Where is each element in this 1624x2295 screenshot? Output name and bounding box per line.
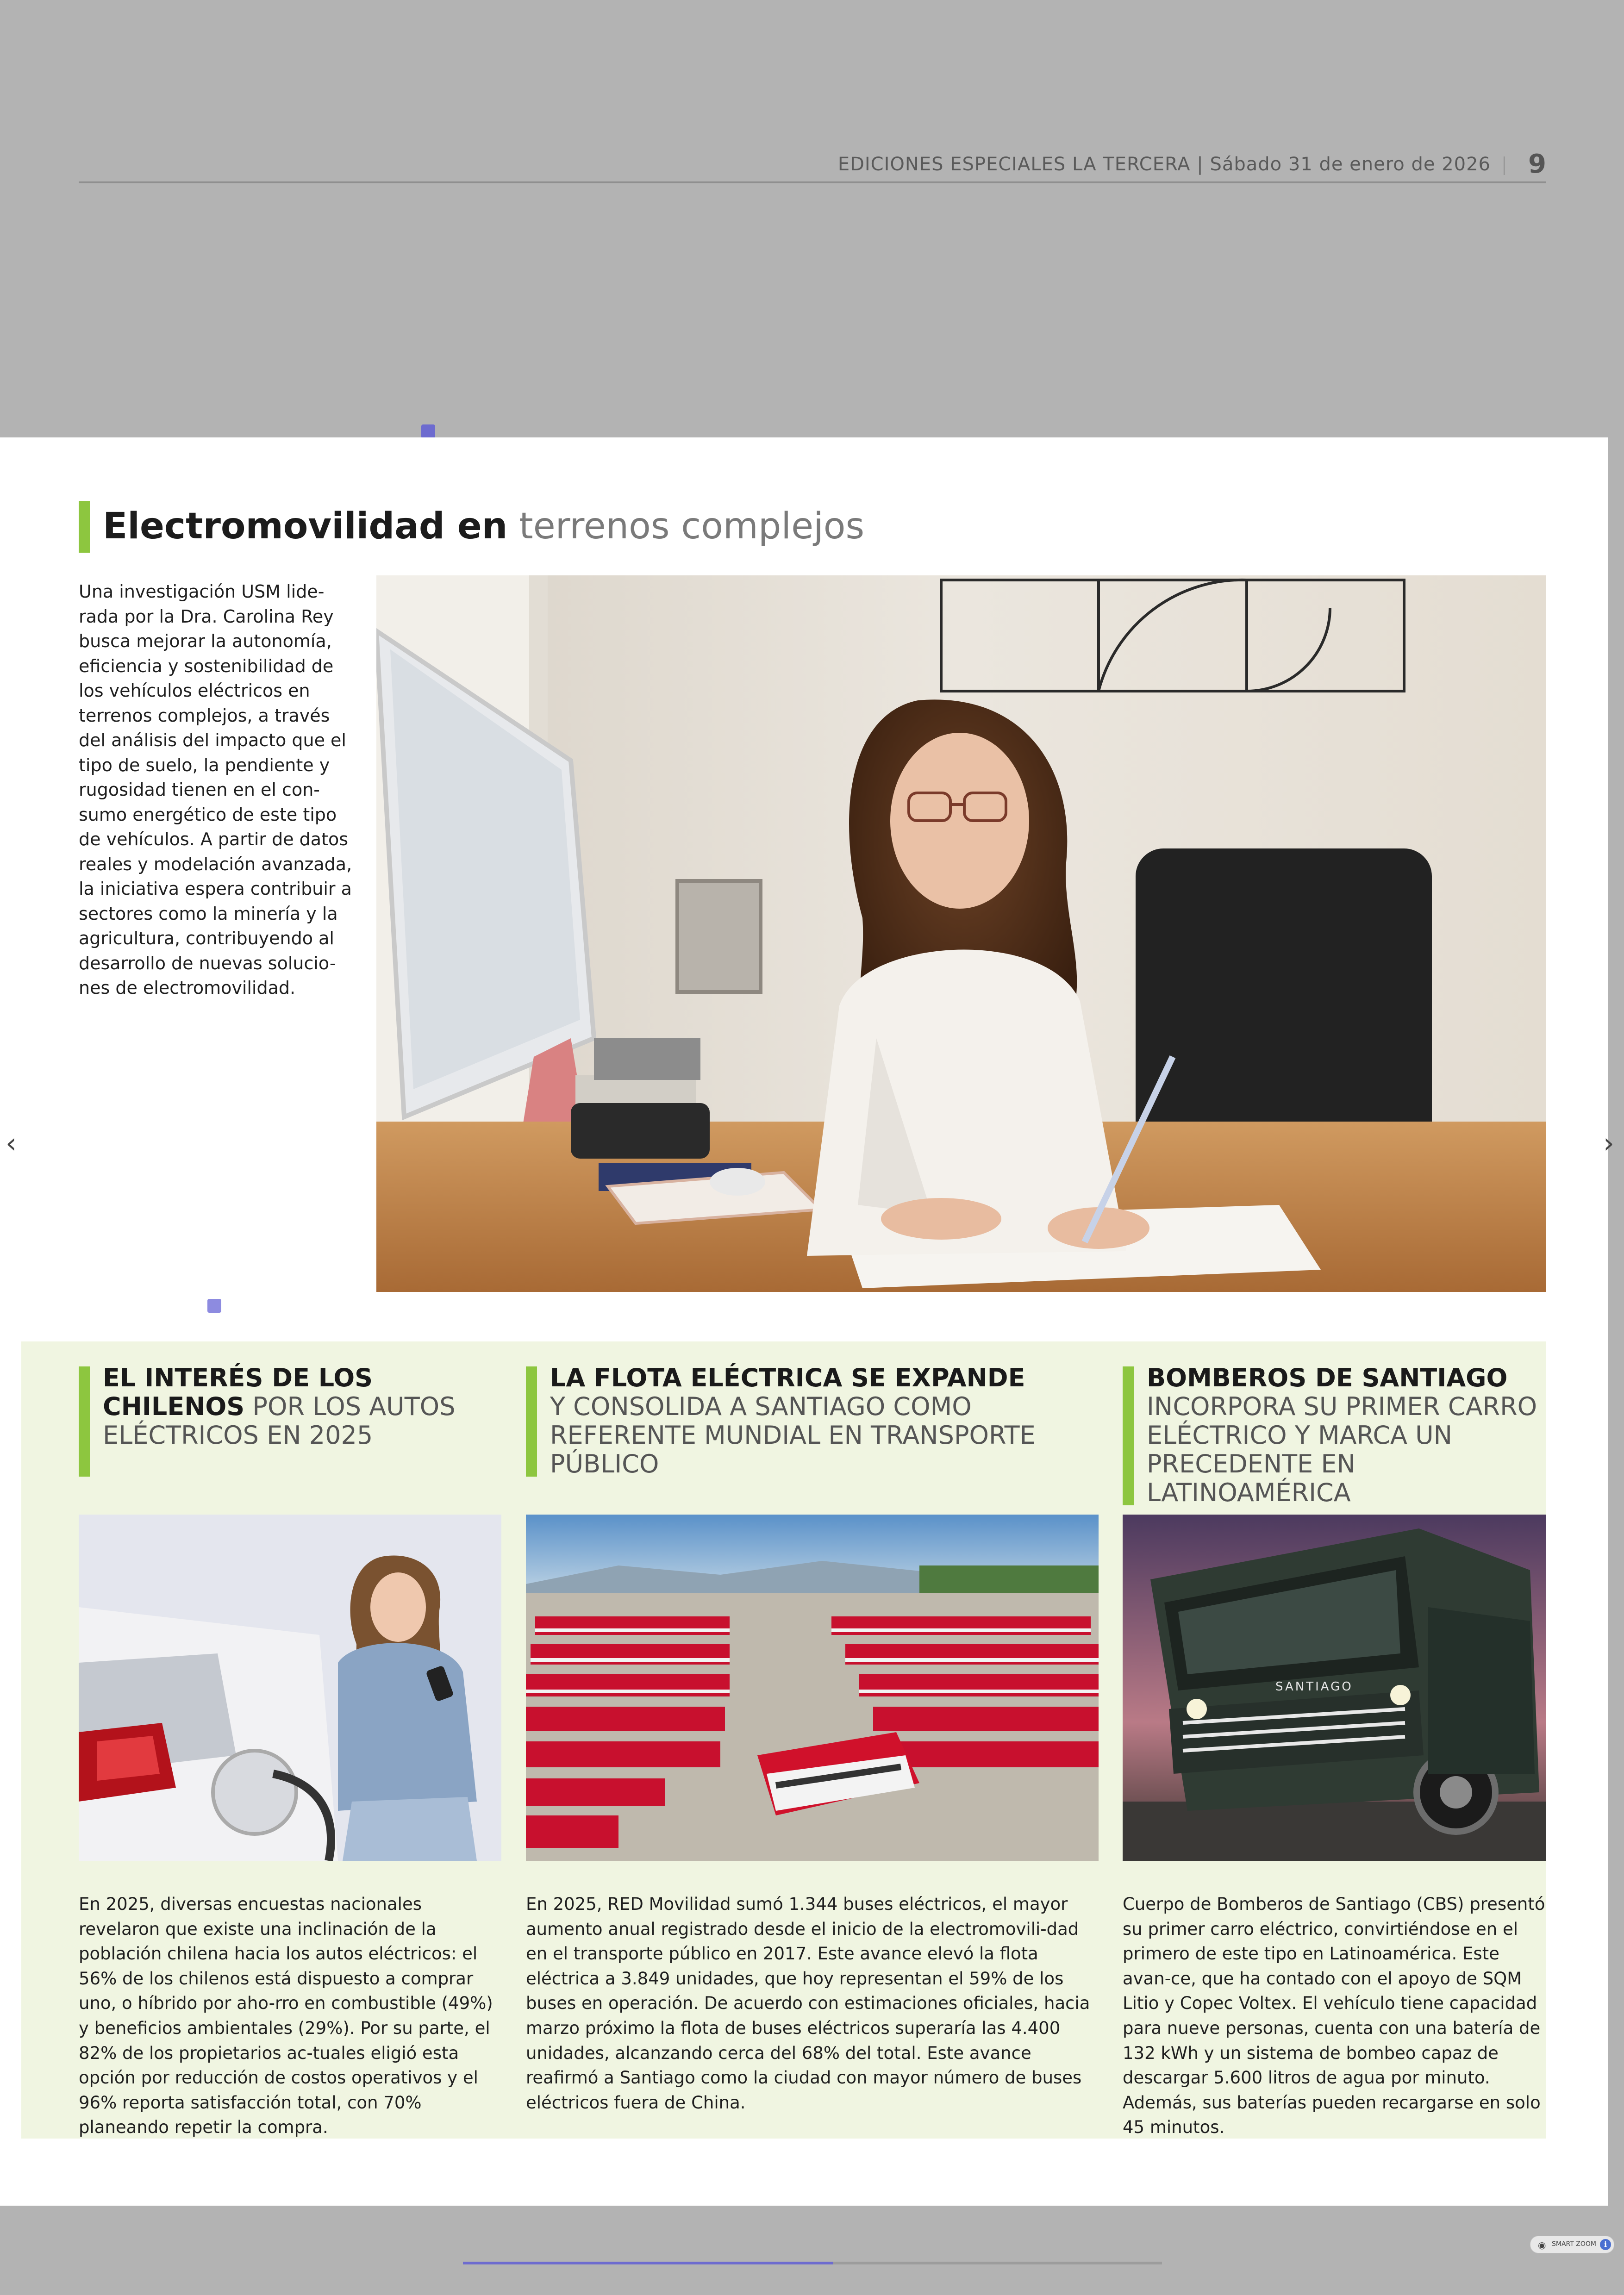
column-3-body: Cuerpo de Bomberos de Santiago (CBS) presentó su primer carro eléctrico, convirtiéndose en el primero de este tipo en Latinoamérica. Este avan-ce, que ha contado con el apoyo de SQM Litio y Copec Voltex. El vehículo tiene capacidad para nueve personas, cuenta con una batería de 132 kWh y un sistema de bombeo capaz de descargar 5.600 litros de agua por minuto. Además, sus baterías pueden recargarse en solo 45 minutos. [1123,1894,1545,2138]
truck-lettering: SANTIAGO [1275,1680,1353,1694]
column-3-accent-bar [1123,1366,1134,1505]
page-number: 9 [1528,149,1546,179]
researcher-photo [376,575,1546,1292]
electric-fire-truck-photo [1123,1515,1546,1861]
column-2-heading [526,1363,1100,1478]
main-article-title [103,505,864,547]
page-top-handle[interactable] [421,424,435,438]
main-title-light: terrenos complejos [519,505,865,547]
header-divider [1504,156,1505,175]
column-2-accent-bar [526,1366,537,1477]
column-1-title [103,1364,482,1450]
smart-zoom-label: SMART ZOOM [1552,2240,1596,2248]
column-3-title [1147,1364,1545,1507]
column-3-heading [1123,1363,1546,1507]
column-1-body: En 2025, diversas encuestas nacionales revelaron que existe una inclinación de la población chilena hacia los autos eléctricos: el 56% de los chilenos está dispuesto a comprar uno, o híbrido por aho-rro en combustible (49%) y beneficios ambientales (29%). Por su parte, el 82% de los propietarios ac-tuales eligió esta opción por reducción de costos operativos y el 96% reporta satisfacción total, con 70% planeando repetir la compra. [79,1894,493,2138]
main-title-bold: Electromovilidad en [103,505,508,547]
page-progress-fill [463,2262,833,2264]
researcher-photo-illustration [376,575,1546,1292]
column-2-title [550,1364,1078,1478]
title-accent-bar [79,501,90,553]
column-3-title-bold: BOMBEROS DE SANTIAGO [1147,1363,1508,1392]
info-icon[interactable]: i [1600,2239,1611,2250]
electric-fire-truck-photo-illustration [1123,1515,1546,1861]
section-handle[interactable] [207,1299,221,1313]
publication-line: EDICIONES ESPECIALES LA TERCERA | Sábado 31 de enero de 2026 [837,154,1491,175]
ev-charging-photo-illustration [79,1515,501,1861]
chevron-left-icon[interactable]: ‹ [6,1127,17,1160]
bus-fleet-photo [526,1515,1099,1861]
column-3-title-rest: INCORPORA SU PRIMER CARRO ELÉCTRICO Y MARCA UN PRECEDENTE EN LATINOAMÉRICA [1147,1392,1537,1507]
column-2-title-rest: Y CONSOLIDA A SANTIAGO COMO REFERENTE MUNDIAL EN TRANSPORTE PÚBLICO [550,1392,1036,1478]
column-1-title-bold: EL INTERÉS DE LOS CHILENOS [103,1363,373,1421]
ev-charging-photo [79,1515,501,1861]
column-1-accent-bar [79,1366,90,1477]
column-1-title-rest: POR LOS AUTOS ELÉCTRICOS EN 2025 [103,1392,456,1450]
page-progress-bar[interactable] [463,2262,1162,2264]
page-header [79,148,1546,183]
smart-zoom-button[interactable] [1530,2236,1614,2253]
column-2-body: En 2025, RED Movilidad sumó 1.344 buses eléctricos, el mayor aumento anual registrado desde el inicio de la electromovili-dad en el transporte público en 2017. Este avance elevó la flota eléctrica a 3.849 unidades, que hoy representan el 59% de los buses en operación. De acuerdo con estimaciones oficiales, hacia marzo próximo la flota de buses eléctricos superaría las 4.400 unidades, alcanzando cerca del 68% del total. Este avance reafirmó a Santiago como la ciudad con mayor número de buses eléctricos fuera de China. [526,1894,1090,2113]
chevron-right-icon[interactable]: › [1603,1127,1614,1160]
main-article-intro: Una investigación USM lide-rada por la Dra. Carolina Rey busca mejorar la autonomía, eficiencia y sostenibilidad de los vehículos eléctricos en terrenos complejos, a través del análisis del impacto que el tipo de suelo, la pendiente y rugosidad tienen en el con-sumo energético de este tipo de vehículos. A partir de datos reales y modelación avanzada, la iniciativa espera contribuir a sectores como la minería y la agricultura, contribuyendo al desarrollo de nuevas solucio-nes de electromovilidad. [79,581,352,998]
column-2-title-bold: LA FLOTA ELÉCTRICA SE EXPANDE [550,1363,1025,1392]
column-1-heading [79,1363,495,1477]
bus-fleet-photo-illustration [526,1515,1099,1861]
eye-icon: ◉ [1538,2239,1546,2251]
